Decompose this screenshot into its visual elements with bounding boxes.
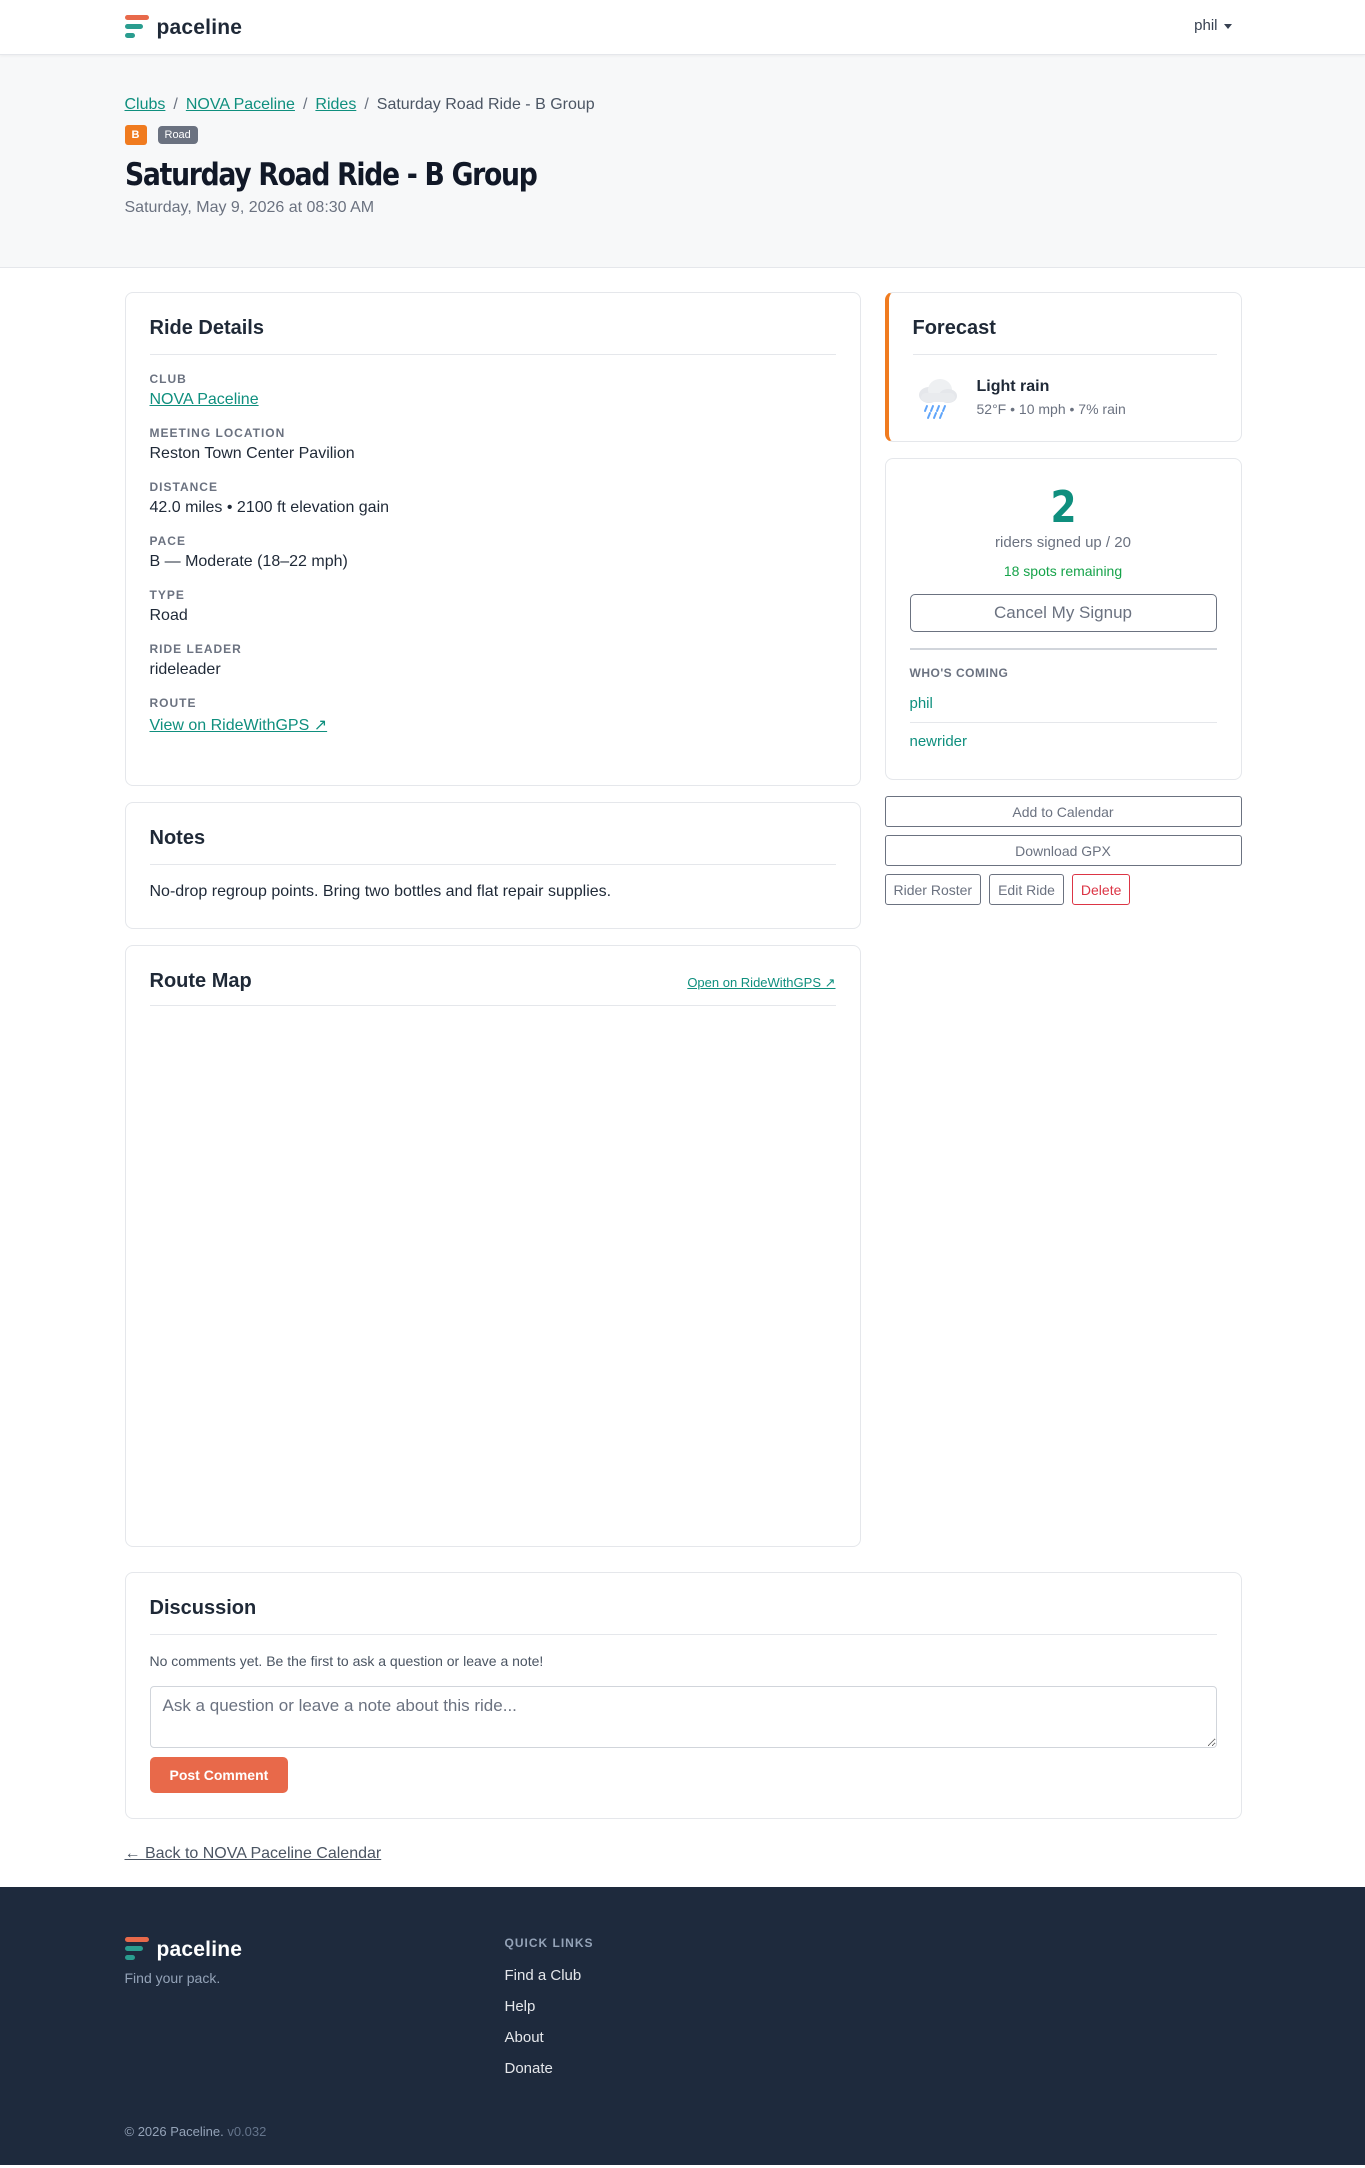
rider-list-item[interactable]: newrider xyxy=(909,733,968,750)
route-map-card xyxy=(125,945,861,1547)
footer-brand-name: paceline xyxy=(156,1937,243,1961)
detail-pace xyxy=(150,534,836,571)
discussion-title: Discussion xyxy=(150,1597,1217,1635)
brand-name: paceline xyxy=(156,15,243,39)
footer-quick-links xyxy=(505,1936,594,2091)
detail-meeting-location xyxy=(150,426,836,463)
footer-link-help[interactable]: Help xyxy=(504,1998,536,2015)
page-title: Saturday Road Ride - B Group xyxy=(124,157,537,193)
weather-condition: Light rain xyxy=(976,377,1050,395)
breadcrumb-clubs[interactable]: Clubs xyxy=(124,96,166,113)
detail-label: ROUTE xyxy=(149,696,197,710)
breadcrumb-current: Saturday Road Ride - B Group xyxy=(376,96,595,113)
user-menu-dropdown[interactable] xyxy=(1194,17,1231,34)
detail-label: CLUB xyxy=(149,372,187,386)
notes-title: Notes xyxy=(150,827,836,865)
rider-list xyxy=(910,685,1217,760)
signup-count: 2 xyxy=(1049,482,1077,533)
caret-down-icon xyxy=(1224,24,1232,29)
detail-distance xyxy=(150,480,836,517)
version-text: v0.032 xyxy=(227,2124,267,2139)
post-comment-button[interactable]: Post Comment xyxy=(150,1757,289,1793)
detail-value: Reston Town Center Pavilion xyxy=(149,445,355,462)
notes-card xyxy=(125,802,861,929)
club-link[interactable]: NOVA Paceline xyxy=(149,391,259,408)
top-navbar xyxy=(0,0,1365,55)
no-comments-text: No comments yet. Be the first to ask a question or leave a note! xyxy=(149,1653,544,1669)
weather-meta: 52°F • 10 mph • 7% rain xyxy=(976,400,1126,417)
detail-label: TYPE xyxy=(149,588,185,602)
footer-copyright xyxy=(125,2124,267,2139)
breadcrumb xyxy=(125,55,1241,114)
footer xyxy=(0,1887,1365,2165)
route-map-title: Route Map xyxy=(149,970,252,992)
open-ridewithgps-link[interactable]: Open on RideWithGPS ↗ xyxy=(687,975,836,990)
detail-label: MEETING LOCATION xyxy=(149,426,286,440)
paceline-logo-icon xyxy=(125,1936,151,1963)
download-gpx-button[interactable]: Download GPX xyxy=(885,835,1242,866)
detail-value: Road xyxy=(149,607,188,624)
spots-remaining: 18 spots remaining xyxy=(1003,563,1123,579)
pace-badge: B xyxy=(125,125,147,145)
brand-logo-link[interactable] xyxy=(125,14,243,41)
detail-label: RIDE LEADER xyxy=(149,642,242,656)
add-to-calendar-button[interactable]: Add to Calendar xyxy=(885,796,1242,827)
detail-ride-leader xyxy=(150,642,836,679)
breadcrumb-separator: / xyxy=(173,96,178,113)
route-link[interactable]: View on RideWithGPS ↗ xyxy=(149,717,328,734)
forecast-title: Forecast xyxy=(913,317,1217,355)
paceline-logo-icon xyxy=(125,14,151,41)
footer-link-find-club[interactable]: Find a Club xyxy=(504,1967,582,1984)
rain-cloud-icon xyxy=(913,373,961,421)
breadcrumb-separator: / xyxy=(364,96,369,113)
detail-club xyxy=(150,372,836,409)
ride-details-card xyxy=(125,292,861,786)
delete-ride-button[interactable]: Delete xyxy=(1072,874,1130,905)
footer-link-donate[interactable]: Donate xyxy=(504,2060,553,2077)
edit-ride-button[interactable]: Edit Ride xyxy=(989,874,1064,905)
breadcrumb-club[interactable]: NOVA Paceline xyxy=(185,96,295,113)
breadcrumb-separator: / xyxy=(302,96,308,113)
whos-coming-label: WHO'S COMING xyxy=(909,666,1009,680)
breadcrumb-rides[interactable]: Rides xyxy=(315,96,357,113)
comment-input[interactable] xyxy=(150,1686,1217,1748)
detail-label: PACE xyxy=(149,534,186,548)
route-map-embed[interactable] xyxy=(150,1006,836,1526)
detail-value: rideleader xyxy=(149,661,221,678)
footer-brand xyxy=(125,1936,243,1963)
detail-type xyxy=(150,588,836,625)
ride-badges xyxy=(125,125,1241,145)
quick-links-heading: QUICK LINKS xyxy=(504,1936,594,1950)
footer-tagline: Find your pack. xyxy=(124,1970,221,1986)
ride-details-title: Ride Details xyxy=(150,317,836,355)
rider-roster-button[interactable]: Rider Roster xyxy=(885,874,982,905)
rider-list-item[interactable]: phil xyxy=(910,685,1217,723)
forecast-card xyxy=(885,292,1242,442)
signup-capacity: riders signed up / 20 xyxy=(995,534,1131,551)
ride-admin-actions xyxy=(885,874,1131,905)
ride-header xyxy=(0,55,1365,268)
back-to-calendar-link[interactable]: ← Back to NOVA Paceline Calendar xyxy=(124,1845,382,1862)
signup-card xyxy=(885,458,1242,780)
main-content xyxy=(125,268,1241,1887)
detail-route xyxy=(150,696,836,735)
copyright-text: © 2026 Paceline. xyxy=(124,2124,224,2139)
ride-date: Saturday, May 9, 2026 at 08:30 AM xyxy=(124,199,375,216)
detail-label: DISTANCE xyxy=(149,480,218,494)
discussion-card xyxy=(125,1572,1242,1819)
detail-value: 42.0 miles • 2100 ft elevation gain xyxy=(149,499,390,516)
footer-link-about[interactable]: About xyxy=(504,2029,544,2046)
user-menu-label: phil xyxy=(1194,17,1218,34)
notes-text: No-drop regroup points. Bring two bottles and flat repair supplies. xyxy=(149,883,612,900)
detail-value: B — Moderate (18–22 mph) xyxy=(149,553,348,570)
type-badge: Road xyxy=(158,126,198,144)
cancel-signup-button[interactable]: Cancel My Signup xyxy=(910,594,1217,632)
